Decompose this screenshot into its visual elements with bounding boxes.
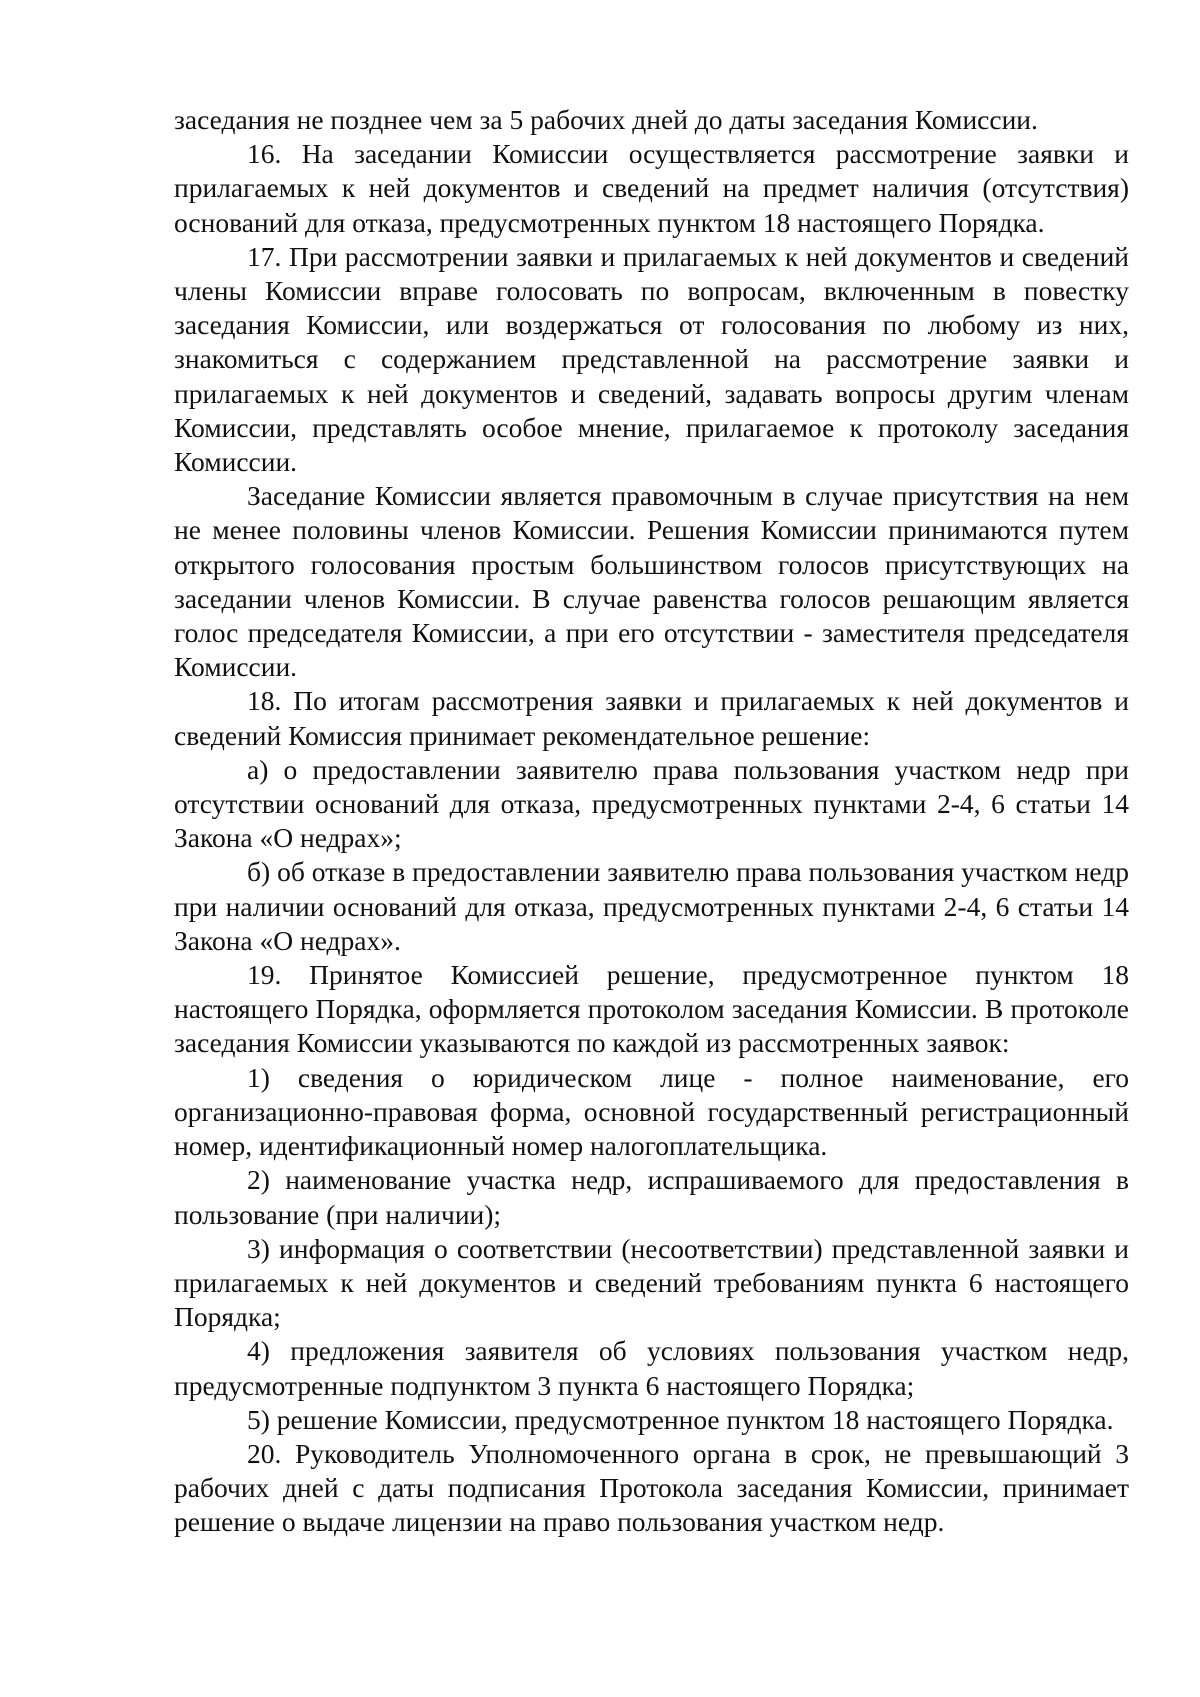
paragraph-quorum: Заседание Комиссии является правомочным в случае присутствия на нем не менее половины членов Комиссии. Решения Комиссии принимаются путем открытого голосования простым большинством голосов присутствующих на заседании членов Комиссии. В случае равенства голосов решающим является голос председателя Комиссии, а при его отсутствии - заместителя председателя Комиссии. xyxy=(174,480,1129,683)
paragraph-item-16: 16. На заседании Комиссии осуществляется рассмотрение заявки и прилагаемых к ней документов и сведений на предмет наличия (отсутствия) оснований для отказа, предусмотренных пунктом 18 настоящего Порядка. xyxy=(174,138,1129,238)
paragraph-item-18a: а) о предоставлении заявителю права пользования участком недр при отсутствии оснований для отказа, предусмотренных пунктами 2-4, 6 статьи 14 Закона «О недрах»; xyxy=(174,753,1129,854)
paragraph-item-19-5: 5) решение Комиссии, предусмотренное пунктом 18 настоящего Порядка. xyxy=(247,1403,1114,1435)
paragraph-continuation: заседания не позднее чем за 5 рабочих дней до даты заседания Комиссии. xyxy=(174,104,1038,135)
paragraph-item-19-3: 3) информация о соответствии (несоответствии) представленной заявки и прилагаемых к ней документов и сведений требованиям пункта 6 настоящего Порядка; xyxy=(174,1232,1129,1333)
paragraph-item-19-4: 4) предложения заявителя об условиях пользования участком недр, предусмотренные подпунктом 3 пункта 6 настоящего Порядка; xyxy=(174,1335,1129,1401)
paragraph-item-19-2: 2) наименование участка недр, испрашиваемого для предоставления в пользование (при наличии); xyxy=(174,1164,1129,1230)
paragraph-item-19-1: 1) сведения о юридическом лице - полное наименование, его организационно-правовая форма, основной государственный регистрационный номер, идентификационный номер налогоплательщика. xyxy=(174,1061,1129,1162)
paragraph-item-18: 18. По итогам рассмотрения заявки и прилагаемых к ней документов и сведений Комиссия принимает рекомендательное решение: xyxy=(174,685,1129,751)
paragraph-item-17: 17. При рассмотрении заявки и прилагаемых к ней документов и сведений члены Комиссии вправе голосовать по вопросам, включенным в повестку заседания Комиссии, или воздержаться от голосования по любому из них, знакомиться с содержанием представленной на рассмотрение заявки и прилагаемых к ней документов и сведений, задавать вопросы другим членам Комиссии, представлять особое мнение, прилагаемое к протоколу заседания Комиссии. xyxy=(174,240,1129,478)
paragraph-item-19: 19. Принятое Комиссией решение, предусмотренное пунктом 18 настоящего Порядка, оформляется протоколом заседания Комиссии. В протоколе заседания Комиссии указываются по каждой из рассмотренных заявок: xyxy=(174,959,1129,1059)
paragraph-item-20: 20. Руководитель Уполномоченного органа в срок, не превышающий 3 рабочих дней с даты подписания Протокола заседания Комиссии, принимает решение о выдаче лицензии на право пользования участком недр. xyxy=(174,1437,1129,1538)
document-page xyxy=(174,103,1129,1540)
paragraph-item-18b: б) об отказе в предоставлении заявителю права пользования участком недр при наличии оснований для отказа, предусмотренных пунктами 2-4, 6 статьи 14 Закона «О недрах». xyxy=(174,856,1129,956)
